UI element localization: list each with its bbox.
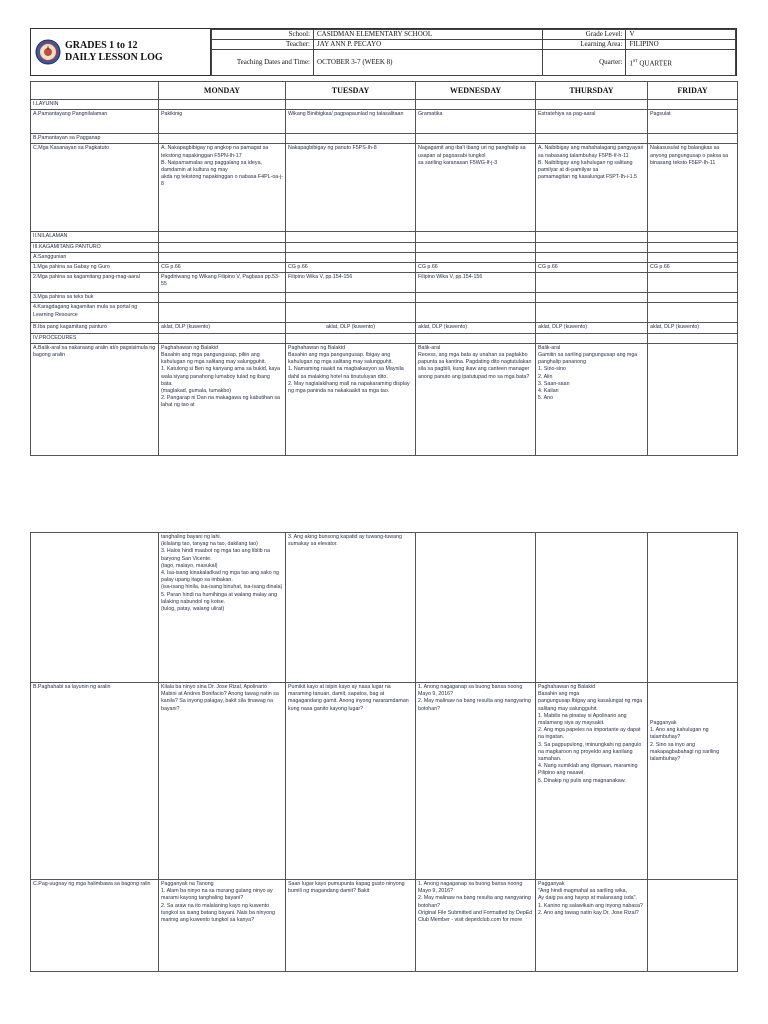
cell-wednesday <box>416 293 536 303</box>
row-layunin <box>31 100 738 110</box>
cell-friday <box>648 533 738 683</box>
cell-wednesday: 1. Anong nagaganap sa buong bansa noong Mayo 9, 2016? 2. May malinaw na bang resulta ang nangyaring botohan? <box>416 683 536 880</box>
cell-wednesday <box>416 252 536 262</box>
cell-friday <box>648 232 738 242</box>
day-friday: FRIDAY <box>648 82 738 100</box>
cell-thursday: CG p.66 <box>536 263 648 273</box>
cell-friday <box>648 293 738 303</box>
school-label: School: <box>211 30 314 40</box>
cell-monday <box>159 333 286 343</box>
cell-monday <box>159 293 286 303</box>
cell-thursday: A. Naibibigay ang mahahalagang pangyayari sa nabasang talambuhay F5PB-If-h-11 B. Naibibigay ang kahulugan ng salitang pamilyar at di-pamilyar sa pamamagitan ng kasalungat F5PT-Ih-i-1.5 <box>536 144 648 232</box>
cell-tuesday <box>286 100 416 110</box>
cell-monday: Kilala ba ninyo sina Dr. Jose Rizal, Apolinario Mabini at Andres Bonifacio? Anong tawag natin sa kanila? Sa inyong palagay, bakit sila tinawag na bayani? <box>159 683 286 880</box>
row-label: C.Mga Kasanayan sa Pagkatuto <box>31 144 159 232</box>
learning-area-label: Learning Area: <box>542 40 626 50</box>
cell-friday <box>648 242 738 252</box>
cell-monday <box>159 242 286 252</box>
quarter-value <box>626 50 736 76</box>
cell-friday: CG p.66 <box>648 263 738 273</box>
header-info-table <box>211 29 737 76</box>
day-tuesday: TUESDAY <box>286 82 416 100</box>
cell-thursday: Pagganyak "Ang hindi magmahal sa sariling wika, Ay daig pa ang hayop at malansang isda". 1. Kanino ng salawikain ang inyong nabasa? 2. Ano ang tawag natin kay Dr. Jose Rizal? <box>536 880 648 972</box>
cell-monday: A. Nakapagbibigay ng angkop na pamagat sa tekstong napakinggan F5PN-Ih-17 B. Naipamamalas ang paggalang sa ideya, damdamin at kultura ng may akda ng tekstong napakinggan o nabasa F4PL-oa-j-8 <box>159 144 286 232</box>
cell-tuesday <box>286 252 416 262</box>
cell-thursday <box>536 242 648 252</box>
cell-monday <box>159 134 286 144</box>
cell-wednesday <box>416 100 536 110</box>
cell-monday <box>159 252 286 262</box>
day-header-row <box>31 82 738 100</box>
quarter-suffix: ST <box>632 58 638 64</box>
cell-friday <box>648 134 738 144</box>
cell-friday: Pagsulat <box>648 110 738 134</box>
cell-friday <box>648 880 738 972</box>
cell-tuesday: aklat, DLP (kuwento) <box>286 323 416 333</box>
cell-tuesday <box>286 242 416 252</box>
cell-monday: Paghahawan ng Balakid Basahin ang mga pangungusap, piliin ang kahulugan ng mga salitang may salungguhit. 1. Katulong si Ben ng kanyang ama sa bukid, kaya wala siyang panahong lumaboy tulad ng ibang bata. (maglakad, gumala, tumakbo) 2. Pangarap ni Dan na makagawa ng kabutihan sa lahat ng tao at <box>159 343 286 455</box>
cell-friday <box>648 343 738 455</box>
row-label: IV.PROCEDURES <box>31 333 159 343</box>
deped-seal-icon <box>35 39 61 65</box>
cell-thursday <box>536 303 648 323</box>
cell-thursday <box>536 293 648 303</box>
teacher-label: Teacher: <box>211 40 314 50</box>
row-label: A.Pamantayang Pangnilalaman <box>31 110 159 134</box>
cell-tuesday: Saan lugar kayo pumupunta kapag gusto ninyong bumili ng magandang damit? Bakit <box>286 880 416 972</box>
cell-thursday: Estratehiya sa pag-aaral <box>536 110 648 134</box>
cell-tuesday: 3. Ang aking bunsong kapatid ay tuwang-tuwang sumakay sa elevator. <box>286 533 416 683</box>
row-label: I.LAYUNIN <box>31 100 159 110</box>
page-2 <box>30 532 737 972</box>
corner-cell <box>31 82 159 100</box>
cell-monday: CG p.66 <box>159 263 286 273</box>
cell-wednesday <box>416 333 536 343</box>
teacher-value: JAY ANN P. PECAYO <box>314 40 543 50</box>
lesson-plan-table <box>30 81 738 456</box>
grade-level-label: Grade Level: <box>542 30 626 40</box>
row-label: C.Pag-uugnay ng mga halimbawa sa bagong ralin <box>31 880 159 972</box>
cell-thursday <box>536 252 648 262</box>
row-kagamitang-panturo <box>31 242 738 252</box>
cell-thursday <box>536 134 648 144</box>
cell-thursday <box>536 100 648 110</box>
row-label: B.Paghahabi sa layunin ng aralin <box>31 683 159 880</box>
grade-level-value: V <box>626 30 736 40</box>
cell-thursday <box>536 533 648 683</box>
cell-friday <box>648 252 738 262</box>
cell-monday: Pakikinig <box>159 110 286 134</box>
row-label: 4.Karagdagang kagamitan mula sa portal ng Learning Resource <box>31 303 159 323</box>
school-value: CASIDMAN ELEMENTARY SCHOOL <box>314 30 543 40</box>
day-monday: MONDAY <box>159 82 286 100</box>
cell-friday: Pagganyak 1. Ano ang kahulugan ng talambuhay? 2. Sino sa inyo ang makapagbabahagi ng sariling talambuhay? <box>648 683 738 880</box>
row-label: A.Sanggunian <box>31 252 159 262</box>
quarter-label: Quarter: <box>542 50 626 76</box>
cell-wednesday <box>416 232 536 242</box>
row-label: A.Balik-aral sa nakaraang aralin at/o pagsisimula ng bagong aralin <box>31 343 159 455</box>
cell-thursday <box>536 333 648 343</box>
lesson-plan-table-continued <box>30 532 738 972</box>
row-label: B.Pamantayan sa Pagganap <box>31 134 159 144</box>
teaching-dates-label: Teaching Dates and Time: <box>211 50 314 76</box>
row-label: 1.Mga pahina sa Gabay ng Guro <box>31 263 159 273</box>
row-paghahabi <box>31 683 738 880</box>
row-label: III.KAGAMITANG PANTURO <box>31 242 159 252</box>
quarter-word: QUARTER <box>639 59 673 68</box>
row-kagamitang-pang-mag-aaral <box>31 273 738 293</box>
row-label <box>31 533 159 683</box>
row-label: B.Iba pang kagamitang panturo <box>31 323 159 333</box>
cell-wednesday: 1. Anong nagaganap sa buong bansa noong Mayo 9, 2016? 2. May malinaw na bang resulta ang nangyaring botohan? Original File Submitted and Formatted by DepEd Club Member - visit depedclub.com for more <box>416 880 536 972</box>
page-1 <box>30 28 737 456</box>
cell-friday <box>648 100 738 110</box>
cell-monday: aklat, DLP (kuwento) <box>159 323 286 333</box>
cell-wednesday: Nagagamit ang iba't ibang uri ng panghalip sa usapan at pagsasabi tungkol sa sariling karanasan F5WG-If-j-3 <box>416 144 536 232</box>
row-pamantayang-pangnilalaman <box>31 110 738 134</box>
cell-wednesday: Gramatika <box>416 110 536 134</box>
cell-tuesday: CG p.66 <box>286 263 416 273</box>
row-mga-kasanayan <box>31 144 738 232</box>
cell-wednesday: aklat, DLP (kuwento) <box>416 323 536 333</box>
logo-title-line1: GRADES 1 to 12 <box>65 40 138 51</box>
teaching-dates-value: OCTOBER 3-7 (WEEK 8) <box>314 50 543 76</box>
cell-friday <box>648 273 738 293</box>
row-sanggunian <box>31 252 738 262</box>
day-thursday: THURSDAY <box>536 82 648 100</box>
cell-tuesday: Nakapagbibigay ng panuto F5PS-Ih-8 <box>286 144 416 232</box>
row-balik-aral-continued <box>31 533 738 683</box>
cell-wednesday <box>416 533 536 683</box>
cell-wednesday <box>416 303 536 323</box>
row-label: 3.Mga pahina sa teks buk <box>31 293 159 303</box>
cell-wednesday <box>416 134 536 144</box>
cell-tuesday: Filipino Wika V, pp.154-156 <box>286 273 416 293</box>
cell-tuesday <box>286 232 416 242</box>
cell-tuesday <box>286 134 416 144</box>
cell-tuesday: Paghahawan ng Balakid Basahin ang mga pangungusap. Ibigay ang kahulugan ng mga salitang may salungguhit. 1. Namaming naakit na magbakasyon sa Maynila dahil sa malaking hotel na tinutuluyan dito. 2. May naglalakihang mall na napakaraming display ng mga paninda na nakakaakit sa mga tao. <box>286 343 416 455</box>
cell-thursday: Paghahawan ng Balakid Basahin ang mga pangungusap.Ibigay ang kasalungat ng mga salitang may salungguhit. 1. Mabilis na pinatay si Apolinario ang malamang siya ay maysakit. 2. Ang mga papeles na importante ay dapat na ingatan. 3. Sa pagpupulong, iminungkahi ng pangulo na magkaroon ng proyekto ang kanilang samahan. 4. Nang sumiklab ang digmaan, maraming Pilipino ang nasawi. 5. Dinakip ng pulis ang magnanakaw. <box>536 683 648 880</box>
row-gabay-ng-guro <box>31 263 738 273</box>
row-nilalaman <box>31 232 738 242</box>
cell-monday: Pagganyak na Tanong 1. Alam ba ninyo na sa murang gulang ninyo ay marami kayong tanghaling bayani? 2. Sa araw na ito malalaning kayo ng kuwento tungkol sa isang batang bayani. Nais ba ninyong marinig ang kuwento tungkol sa kanya? <box>159 880 286 972</box>
logo-title-line2: DAILY LESSON LOG <box>65 52 163 63</box>
row-pamantayan-sa-pagganap <box>31 134 738 144</box>
cell-friday <box>648 333 738 343</box>
row-pag-uugnay <box>31 880 738 972</box>
row-label: II.NILALAMAN <box>31 232 159 242</box>
cell-wednesday: Filipino Wika V, pp.154-156 <box>416 273 536 293</box>
cell-thursday <box>536 232 648 242</box>
cell-tuesday <box>286 333 416 343</box>
cell-thursday <box>536 273 648 293</box>
row-karagdagang-kagamitan <box>31 303 738 323</box>
cell-monday <box>159 100 286 110</box>
cell-tuesday: Pumikit kayo at isipin kayo ay nasa lugar na maraming tanuan, damit, sapatos, bag at magagandang gamit. Anong inyong nararamdaman kung nasa ganito kayong lugar? <box>286 683 416 880</box>
cell-tuesday: Wikang Binibigkas/ pagpapaunlad ng talasalitaan <box>286 110 416 134</box>
cell-thursday: aklat, DLP (kuwento) <box>536 323 648 333</box>
quarter-number: 1 <box>629 59 633 68</box>
cell-monday <box>159 303 286 323</box>
cell-tuesday <box>286 303 416 323</box>
learning-area-value: FILIPINO <box>626 40 736 50</box>
row-iba-pang-kagamitan <box>31 323 738 333</box>
cell-wednesday: Balik-aral Recess, ang mga bata ay unahan sa pagtakbo papunta sa kantina. Pagdating dito nagtutulakan sila sa pagbili, kung ikaw ang canteen manager anong panuto ang ipatutupad mo sa mga bata? <box>416 343 536 455</box>
row-procedures <box>31 333 738 343</box>
cell-wednesday <box>416 242 536 252</box>
day-wednesday: WEDNESDAY <box>416 82 536 100</box>
cell-monday <box>159 232 286 242</box>
lesson-log-header <box>30 28 737 76</box>
cell-tuesday <box>286 293 416 303</box>
cell-monday: tanghaling bayani ng lahi. (kilalang tao, tanyag na tao, dakilang tao) 3. Halos hindi maabot ng mga tao ang liblib na baryong San Vicente. (tago, malayo, masukal) 4. Isa-isang kinakaladkad ng mga tao ang sako ng palay upang itago sa imbakan. (isa-isang hinila, isa-isang binuhat, isa-isang dinala) 5. Paran hindi na humihinga at walang malay ang lalaking nabundol ng kotse. (tulog, patay, walang ulirat) <box>159 533 286 683</box>
cell-thursday: Balik-aral Gamitin sa sariling pangungusap ang mga panghalip pananong 1. Sino-sino 2. Alin 3. Saan-saan 4. Kailan 5. Ano <box>536 343 648 455</box>
row-label: 2.Mga pahina sa kagamitang pang-mag-aaral <box>31 273 159 293</box>
cell-friday <box>648 303 738 323</box>
cell-friday: aklat, DLP (kuwento) <box>648 323 738 333</box>
cell-wednesday: CG p.66 <box>416 263 536 273</box>
logo-block <box>31 29 211 75</box>
row-teks-buk <box>31 293 738 303</box>
cell-friday: Nakasusulat ng balangkas sa anyong pangungusap o paksa sa binasang teksto F5EP-Ih-11 <box>648 144 738 232</box>
row-balik-aral <box>31 343 738 455</box>
cell-monday: Pagdiriwang ng Wikang Filipino V, Pagbasa pp.53-55 <box>159 273 286 293</box>
